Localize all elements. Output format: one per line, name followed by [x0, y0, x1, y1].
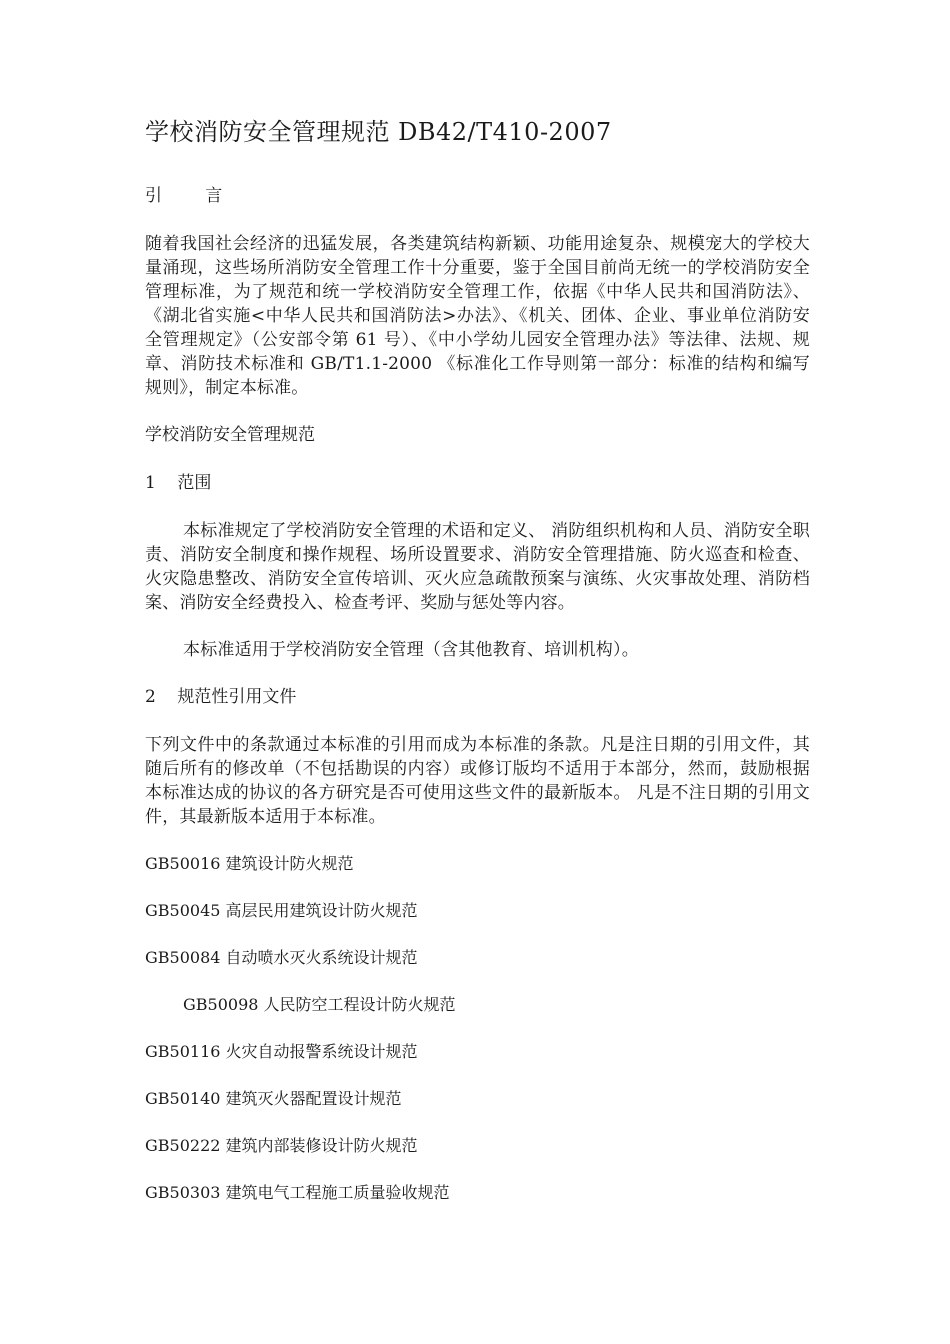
section-1-scope-paragraph: 本标准规定了学校消防安全管理的术语和定义、 消防组织机构和人员、消防安全职责、消防安全制度和操作规程、场所设置要求、消防安全管理措施、防火巡查和检查、火灾隐患整改、消防安全宣传培训、灭火应急疏散预案与演练、火灾事故处理、消防档案、消防安全经费投入、检查考评、奖励与惩处等内容。: [145, 521, 810, 613]
reference-item: GB50098 人民防空工程设计防火规范: [183, 995, 456, 1014]
reference-item: GB50045 高层民用建筑设计防火规范: [145, 901, 418, 920]
reference-item: GB50116 火灾自动报警系统设计规范: [145, 1042, 418, 1061]
reference-item: GB50084 自动喷水灭火系统设计规范: [145, 948, 418, 967]
standard-subtitle: 学校消防安全管理规范: [145, 425, 315, 445]
reference-item: GB50140 建筑灭火器配置设计规范: [145, 1089, 402, 1108]
section-2-heading: 2 规范性引用文件: [145, 687, 297, 707]
reference-list: [145, 852, 810, 1205]
reference-item: GB50222 建筑内部装修设计防火规范: [145, 1136, 418, 1155]
foreword-paragraph: 随着我国社会经济的迅猛发展，各类建筑结构新颖、功能用途复杂、规模宠大的学校大量涌现，这些场所消防安全管理工作十分重要，鉴于全国目前尚无统一的学校消防安全管理标准，为了规范和统一学校消防安全管理工作，依据《中华人民共和国消防法》、《湖北省实施<中华人民共和国消防法>办法》、《机关、团体、企业、事业单位消防安全管理规定》（公安部令第 61 号）、《中小学幼儿园安全管理办法》等法律、法规、规章、消防技术标准和 GB/T1.1-2000 《标准化工作导则第一部分：标准的结构和编写规则》，制定本标准。: [145, 234, 810, 398]
reference-item: GB50303 建筑电气工程施工质量验收规范: [145, 1183, 450, 1202]
foreword-heading: 引 言: [145, 186, 223, 206]
section-1-applicability-paragraph: 本标准适用于学校消防安全管理（含其他教育、培训机构）。: [183, 640, 639, 660]
document-title: 学校消防安全管理规范 DB42/T410-2007: [145, 118, 612, 146]
reference-item: GB50016 建筑设计防火规范: [145, 854, 354, 873]
document-page: [145, 112, 810, 1228]
section-1-heading: 1 范围: [145, 473, 212, 493]
section-2-paragraph: 下列文件中的条款通过本标准的引用而成为本标准的条款。凡是注日期的引用文件，其随后所有的修改单（不包括勘误的内容）或修订版均不适用于本部分，然而，鼓励根据本标准达成的协议的各方研究是否可使用这些文件的最新版本。 凡是不注日期的引用文件，其最新版本适用于本标准。: [145, 735, 810, 827]
